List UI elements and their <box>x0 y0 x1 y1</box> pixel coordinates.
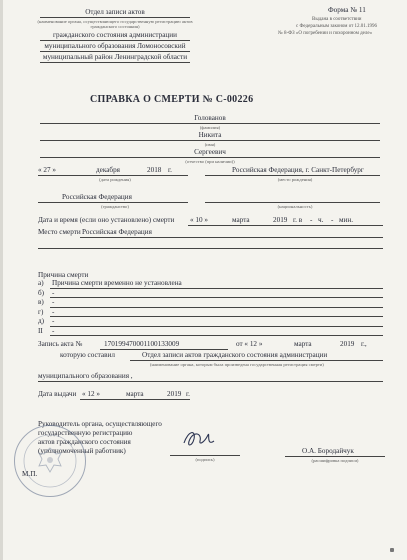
cause-item-line <box>50 326 383 327</box>
birth-month: декабря <box>96 166 120 174</box>
citizenship-caption: (гражданство) <box>101 204 129 209</box>
death-date-label: Дата и время (если оно установлено) смерти <box>38 216 175 224</box>
death-year-suffix: г. в <box>293 216 303 224</box>
record-office-caption: (наименование органа, которым была произведена государственная регистрация смерти) <box>150 362 324 367</box>
death-minutes: - <box>331 216 334 224</box>
record-year: 2019 <box>340 340 355 348</box>
issue-year: 2019 <box>167 390 182 398</box>
office-line3: муниципального образования Ломоносовский <box>44 42 186 50</box>
signer-role-3: актов гражданского состояния <box>38 438 131 446</box>
cause-item-line <box>50 316 383 317</box>
cause-item-marker: в) <box>38 298 44 306</box>
form-note-3: № 8-ФЗ «О погребении и похоронном деле» <box>278 31 373 36</box>
signer-name: О.А. Бородайчук <box>302 447 354 455</box>
office-line2: гражданского состояния администрации <box>53 31 177 39</box>
seal-emblem-icon <box>15 426 85 496</box>
cause-item-text: Причина смерти временно не установлена <box>52 279 182 287</box>
signer-role-4: (уполномоченный работник) <box>38 447 126 455</box>
official-seal <box>14 425 86 497</box>
cause-item-text: - <box>52 298 55 306</box>
citizenship: Российская Федерация <box>62 193 132 201</box>
death-month: марта <box>232 216 250 224</box>
birth-place: Российская Федерация, г. Санкт-Петербург <box>232 166 364 174</box>
signer-role-1: Руководитель органа, осуществляющего <box>38 420 162 428</box>
form-note-2: с Федеральным законом от 12.01.1996 <box>296 24 378 29</box>
record-composed-by: которую составил <box>60 351 115 359</box>
record-office: Отдел записи актов гражданского состояния администрации <box>142 351 328 359</box>
record-number: 170199470001100133009 <box>104 340 180 348</box>
record-year-suffix: г., <box>361 340 367 348</box>
issue-year-suffix: г. <box>186 390 190 398</box>
cause-item-marker: д) <box>38 317 45 325</box>
cause-item-marker: а) <box>38 279 44 287</box>
issue-month: марта <box>126 390 144 398</box>
record-date-prefix: от « <box>236 340 249 348</box>
page-title: СПРАВКА О СМЕРТИ № С-00226 <box>90 94 254 105</box>
name-caption: (имя) <box>204 142 216 147</box>
death-place-label: Место смерти <box>38 228 81 236</box>
record-office-line2: муниципального образования , <box>38 372 133 380</box>
surname: Голованов <box>194 114 226 122</box>
cause-item-line <box>50 288 383 289</box>
issue-label: Дата выдачи <box>38 390 77 398</box>
surname-caption: (фамилия) <box>199 125 221 130</box>
birth-place-caption: (место рождения) <box>277 177 313 182</box>
office-caption: (наименование органа, осуществляющего государственную регистрацию актов гражданского состояния) <box>37 19 193 29</box>
signature-caption: (подпись) <box>195 457 215 462</box>
death-day-wrap: « 10 » <box>190 216 208 224</box>
issue-day: 12 <box>87 390 95 398</box>
death-place: Российская Федерация <box>82 228 152 236</box>
death-day: 10 <box>195 216 203 224</box>
scan-mark <box>390 548 394 552</box>
given-name: Никита <box>198 131 222 139</box>
cause-item-line <box>50 335 383 336</box>
cause-item-text: - <box>52 307 55 316</box>
record-date: от « 12 » <box>236 340 263 348</box>
cause-item-text: - <box>52 326 55 335</box>
death-hours-suffix: ч. <box>318 216 324 224</box>
birth-day: 27 <box>43 166 51 174</box>
cause-item-marker: б) <box>38 288 45 297</box>
birth-year: 2018 <box>147 166 162 174</box>
cause-item-marker: II <box>38 326 43 335</box>
birth-date-caption: (дата рождения) <box>99 177 131 182</box>
record-month: марта <box>294 340 312 348</box>
cause-item-text: - <box>52 317 55 325</box>
signer-name-caption: (расшифровка подписи) <box>311 458 359 463</box>
patronymic: Сергеевич <box>194 148 226 156</box>
record-label: Запись акта № <box>38 340 83 348</box>
birth-date: « 27 » <box>38 166 56 174</box>
scan-edge <box>0 0 3 560</box>
patronymic-caption: (отчество (при наличии)) <box>185 159 235 164</box>
handwritten-signature <box>178 425 218 453</box>
birth-year-suffix: г. <box>168 166 172 174</box>
signer-role-2: государственную регистрацию <box>38 429 133 437</box>
office-line4: муниципальный район Ленинградской области <box>42 53 188 61</box>
death-minutes-suffix: мин. <box>339 216 354 224</box>
cause-item-line <box>50 307 383 308</box>
issue-day-wrap: « 12 » <box>82 390 100 398</box>
form-note-1: Выдана в соответствии <box>312 17 362 22</box>
death-hours: - <box>310 216 313 224</box>
cause-item-marker: г) <box>38 307 44 316</box>
cause-item-line <box>50 297 383 298</box>
cause-label: Причина смерти <box>38 271 89 279</box>
nationality-caption: (национальность) <box>277 204 313 209</box>
office-name: Отдел записи актов <box>85 8 145 16</box>
cause-item-text: - <box>52 288 55 297</box>
death-year: 2019 <box>273 216 288 224</box>
record-day: 12 <box>249 340 258 348</box>
stamp-mp-label: М.П. <box>22 470 38 478</box>
form-number: Форма № 11 <box>328 6 366 14</box>
